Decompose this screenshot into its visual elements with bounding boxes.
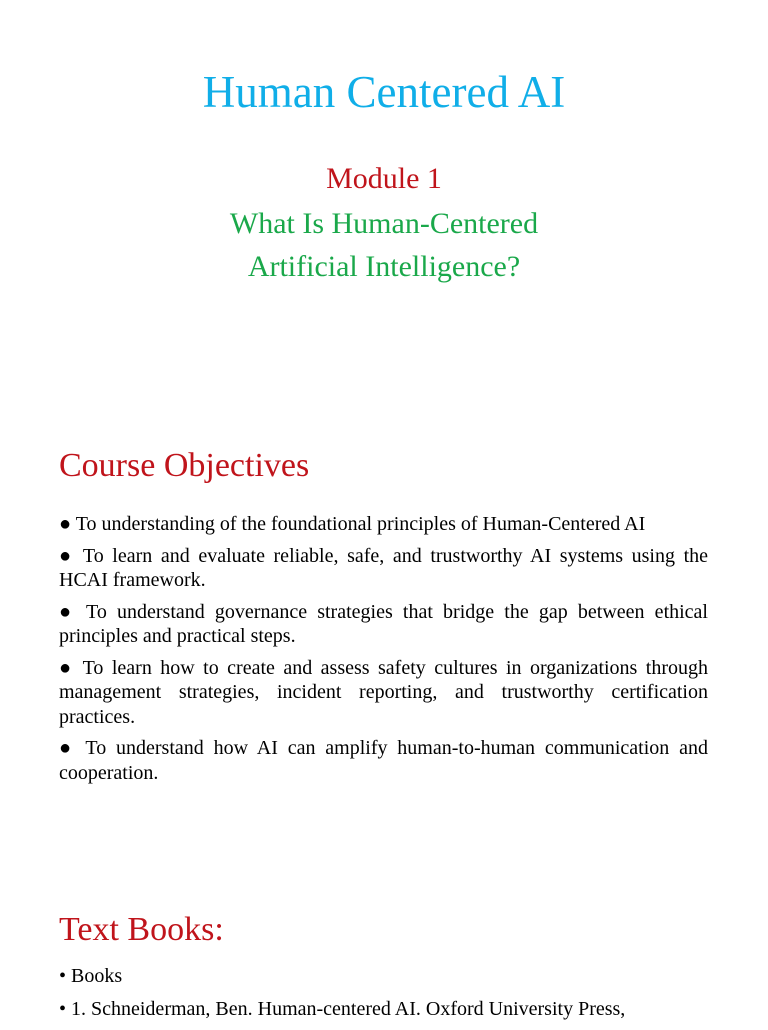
page-title: Human Centered AI <box>202 67 566 117</box>
objective-item: ● To understand governance strategies that bridge the gap between ethical principles and practical steps. <box>59 600 708 647</box>
objective-item: ● To understanding of the foundational principles of Human-Centered AI <box>59 513 646 535</box>
course-objectives-list <box>59 512 708 792</box>
module-label: Module 1 <box>326 162 442 195</box>
course-objectives-heading: Course Objectives <box>59 447 310 484</box>
book-item: • Books <box>59 965 123 987</box>
text-books-list <box>59 964 739 1030</box>
objective-item: ● To learn and evaluate reliable, safe, and trustworthy AI systems using the HCAI framework. <box>59 544 708 591</box>
book-item: • 1. Schneiderman, Ben. Human-centered AI. Oxford University Press, <box>59 998 626 1020</box>
objective-item: ● To learn how to create and assess safety cultures in organizations through management strategies, incident reporting, and trustworthy certification practices. <box>59 656 708 728</box>
module-subtitle <box>0 202 768 288</box>
objective-item: ● To understand how AI can amplify human-to-human communication and cooperation. <box>59 737 708 784</box>
subtitle-line: Artificial Intelligence? <box>247 250 521 283</box>
subtitle-line: What Is Human-Centered <box>229 207 539 240</box>
text-books-heading: Text Books: <box>59 911 224 948</box>
